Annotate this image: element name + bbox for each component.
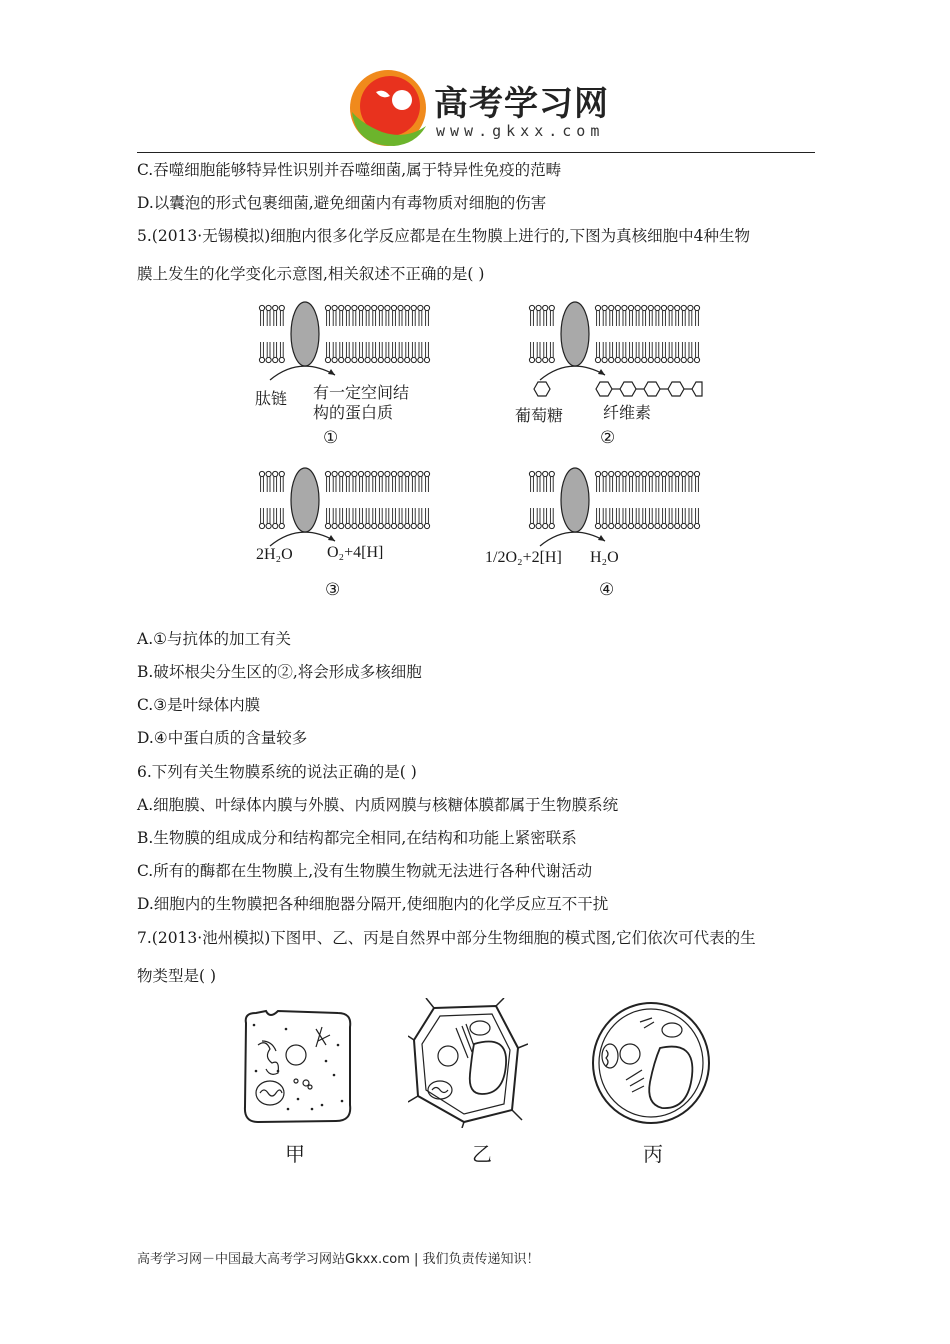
glucose-chain-icon <box>530 380 705 398</box>
q6-option-d: D.细胞内的生物膜把各种细胞器分隔开,使细胞内的化学反应互不干扰 <box>137 895 609 913</box>
page-footer: 高考学习网－中国最大高考学习网站Gkxx.com | 我们负责传递知识！ <box>137 1252 540 1267</box>
q5-stem-line2: 膜上发生的化学变化示意图,相关叙述不正确的是( ) <box>137 265 485 283</box>
d2-left-label: 葡萄糖 <box>515 406 564 425</box>
d1-left-label: 肽链 <box>255 389 288 408</box>
logo-url: www.gkxx.com <box>436 122 605 140</box>
d1-right-label-line1: 有一定空间结 <box>313 383 410 402</box>
q5-option-d: D.④中蛋白质的含量较多 <box>137 729 308 747</box>
d2-right-label: 纤维素 <box>603 403 652 422</box>
q5-stem-line1: 5.(2013·无锡模拟)细胞内很多化学反应都是在生物膜上进行的,下图为真核细胞中4种生物 <box>137 227 751 245</box>
q5-option-a: A.①与抗体的加工有关 <box>137 630 292 648</box>
q4-option-c: C.吞噬细胞能够特异性识别并吞噬细菌,属于特异性免疫的范畴 <box>137 161 562 179</box>
d4-right-label: H₂O <box>590 549 619 566</box>
d2-number: ② <box>600 428 616 448</box>
d4-number: ④ <box>599 580 615 600</box>
d1-number: ① <box>323 428 339 448</box>
q5-option-b: B.破坏根尖分生区的②,将会形成多核细胞 <box>137 663 422 681</box>
d1-right-label-line2: 构的蛋白质 <box>313 403 394 422</box>
cell-label-bing: 丙 <box>643 1142 663 1166</box>
logo-emblem-icon <box>346 66 430 150</box>
logo-title: 高考学习网 <box>434 84 609 124</box>
q4-option-d: D.以囊泡的形式包裹细菌,避免细菌内有毒物质对细胞的伤害 <box>137 194 547 212</box>
animal-cell-jia-icon <box>238 1005 358 1130</box>
plant-cell-yi-icon <box>408 998 528 1128</box>
q6-option-a: A.细胞膜、叶绿体内膜与外膜、内质网膜与核糖体膜都属于生物膜系统 <box>137 796 619 814</box>
d3-number: ③ <box>325 580 341 600</box>
d3-left-label: 2H₂O <box>256 546 293 563</box>
q6-stem: 6.下列有关生物膜系统的说法正确的是( ) <box>137 763 417 781</box>
q6-option-c: C.所有的酶都在生物膜上,没有生物膜生物就无法进行各种代谢活动 <box>137 862 593 880</box>
cell-label-yi: 乙 <box>472 1142 492 1166</box>
q5-option-c: C.③是叶绿体内膜 <box>137 696 261 714</box>
cell-label-jia: 甲 <box>285 1142 305 1166</box>
reaction-arrow-4 <box>535 521 615 551</box>
d4-left-label: 1/2O₂+2[H] <box>485 549 562 566</box>
q6-option-b: B.生物膜的组成成分和结构都完全相同,在结构和功能上紧密联系 <box>137 829 577 847</box>
q7-stem-line2: 物类型是( ) <box>137 967 217 985</box>
plant-cell-bing-icon <box>590 1000 712 1126</box>
d3-right-label: O₂+4[H] <box>327 544 384 561</box>
site-logo <box>346 66 616 156</box>
header-divider <box>137 152 815 153</box>
q7-stem-line1: 7.(2013·池州模拟)下图甲、乙、丙是自然界中部分生物细胞的模式图,它们依次可代表的生 <box>137 929 756 947</box>
